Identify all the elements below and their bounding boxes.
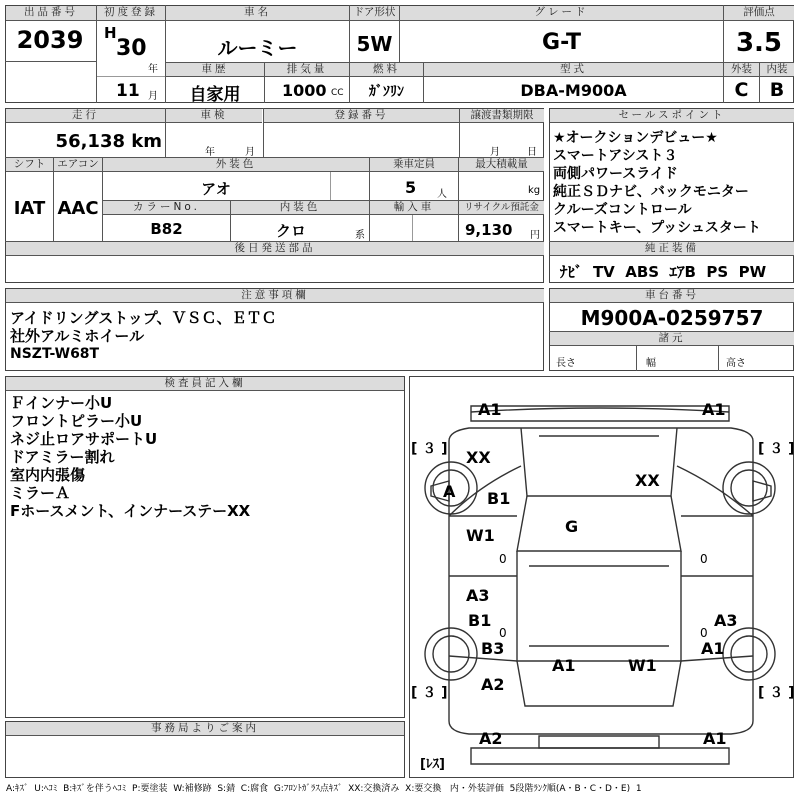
int-color: クロ	[275, 222, 306, 240]
era: H	[104, 24, 117, 42]
chassis-number: M900A-0259757	[580, 306, 764, 330]
inspection-label: 車検	[166, 109, 262, 123]
inspector-line: Ｆインナー小U	[10, 394, 113, 412]
displacement: 1000	[282, 81, 327, 100]
inspector-notes	[10, 394, 250, 520]
grade: G-T	[542, 30, 581, 55]
damage-mark: W1	[466, 526, 495, 545]
spec-length: 長さ	[556, 358, 576, 369]
reg-year: 30	[116, 36, 147, 61]
fuel-label: 燃料	[350, 63, 423, 77]
inspector-line: フロントピラー小U	[10, 412, 143, 430]
note-line: 社外アルミホイール	[10, 327, 145, 345]
door-zero: 0	[700, 552, 708, 566]
first-reg-label: 初度登録	[97, 6, 165, 21]
damage-mark: A	[443, 482, 456, 501]
displacement-label: 排気量	[265, 63, 349, 77]
lot-label: 出品番号	[6, 6, 96, 21]
damage-mark: B3	[481, 639, 505, 658]
inspector-line: ミラーＡ	[10, 484, 71, 502]
inspector-line: 室内内張傷	[10, 466, 86, 484]
capacity-unit: 人	[437, 189, 447, 200]
capacity-label: 乗車定員	[370, 158, 458, 172]
inspection-year-unit: 年	[205, 147, 215, 158]
shift: IAT	[13, 198, 46, 219]
damage-mark: A1	[703, 729, 727, 748]
month-unit: 月	[148, 91, 158, 102]
damage-mark: B1	[487, 489, 511, 508]
car-diagram	[409, 376, 794, 778]
shift-label: シフト	[6, 158, 53, 172]
displacement-unit: CC	[331, 88, 344, 98]
ext-color-label: 外装色	[103, 158, 369, 172]
sales-point: スマートキー、プッシュスタート	[553, 220, 761, 236]
spec-label: 諸元	[550, 332, 794, 346]
damage-mark: A1	[701, 639, 725, 658]
bracket-label: [ ３ ]	[411, 685, 448, 701]
bracket-label: [ ３ ]	[411, 441, 448, 457]
reg-no-label: 登録番号	[264, 109, 459, 123]
later-parts-label: 後日発送部品	[6, 242, 544, 256]
damage-mark: A2	[481, 675, 505, 694]
damage-mark: W1	[628, 656, 657, 675]
mileage-label: 走行	[6, 109, 165, 123]
ac: AAC	[57, 198, 99, 219]
ac-label: エアコン	[54, 158, 102, 172]
recycle-label: リサイクル預託金	[459, 201, 544, 215]
chassis-label: 車台番号	[550, 289, 794, 303]
notes-label: 注意事項欄	[6, 289, 544, 303]
score: 3.5	[735, 28, 783, 58]
note-line: NSZT-W68T	[10, 346, 100, 362]
transfer-label: 譲渡書類期限	[460, 109, 544, 123]
color-no-label: カラーNo.	[103, 201, 230, 215]
sales-point: 両側パワースライド	[553, 166, 678, 182]
load-label: 最大積載量	[459, 158, 544, 172]
ext-color: アオ	[201, 180, 231, 198]
res-label: [ﾚｽ]	[420, 757, 445, 772]
int-suffix: 系	[355, 230, 365, 241]
inspector-line: ドアミラー割れ	[10, 448, 115, 466]
int-color-label: 内装色	[231, 201, 369, 215]
bracket-label: [ ３ ]	[758, 441, 795, 457]
door-zero: 0	[499, 626, 507, 640]
car-name: ルーミー	[217, 36, 298, 60]
sales-points-label: セールスポイント	[550, 109, 794, 123]
damage-mark: XX	[466, 448, 491, 467]
interior-label: 内装	[760, 63, 794, 77]
exterior-label: 外装	[724, 63, 759, 77]
recycle-unit: 円	[530, 230, 540, 241]
grade-label: グレード	[400, 6, 723, 21]
year-unit: 年	[148, 64, 158, 75]
model: DBA-M900A	[520, 81, 627, 100]
damage-mark: A1	[552, 656, 576, 675]
inspector-label: 検査員記入欄	[6, 377, 404, 391]
notes-list	[10, 309, 277, 363]
sales-point: 純正ＳＤナビ、バックモニター	[553, 184, 749, 200]
spec-height: 高さ	[726, 358, 746, 369]
door-zero: 0	[499, 552, 507, 566]
sales-point: ★オークションデビュー★	[553, 130, 718, 146]
damage-mark: A2	[479, 729, 503, 748]
interior-grade: B	[769, 79, 785, 101]
door-type: 5W	[356, 32, 393, 56]
sales-point: スマートアシスト３	[553, 148, 678, 164]
damage-mark: A1	[702, 400, 726, 419]
note-line: アイドリングストップ、ＶＳＣ、ＥＴＣ	[10, 309, 277, 327]
fuel: ｶﾞｿﾘﾝ	[369, 84, 404, 100]
damage-mark: XX	[635, 471, 660, 490]
bracket-label: [ ３ ]	[758, 685, 795, 701]
office-label: 事務局よりご案内	[6, 722, 404, 736]
exterior-grade: C	[734, 79, 749, 101]
equipment-label: 純正装備	[550, 242, 794, 256]
score-label: 評価点	[724, 6, 794, 21]
model-label: 型式	[424, 63, 723, 77]
import-label: 輸入車	[370, 201, 458, 215]
transfer-day: 日	[527, 147, 537, 158]
damage-mark: A3	[714, 611, 738, 630]
damage-mark: B1	[468, 611, 492, 630]
damage-mark: A1	[478, 400, 502, 419]
door-label: ドア形状	[350, 6, 399, 21]
sales-points-list	[553, 129, 793, 237]
transfer-month: 月	[490, 147, 500, 158]
history: 自家用	[189, 85, 241, 105]
color-no: B82	[150, 220, 183, 238]
spec-width: 幅	[646, 358, 656, 369]
damage-mark: A3	[466, 586, 490, 605]
door-zero: 0	[700, 626, 708, 640]
load-unit: kg	[528, 185, 541, 196]
damage-mark: G	[565, 517, 579, 536]
reg-month: 11	[116, 81, 140, 101]
mileage: 56,138 km	[55, 131, 162, 152]
capacity: 5	[405, 178, 417, 197]
recycle-amount: 9,130	[465, 221, 513, 239]
legend: A:ｷｽﾞ U:ﾍｺﾐ B:ｷｽﾞを伴うﾍｺﾐ P:要塗装 W:補修跡 S:錆 C:腐食 G:ﾌﾛﾝﾄｶﾞﾗｽ点ｷｽﾞ XX:交換済み X:要交換 内・外装評価 5段階ﾗﾝｸ順(A・B・C・D・E) 1	[6, 784, 642, 794]
sales-point: クルーズコントロール	[553, 202, 692, 218]
inspector-line: Fホースメント、インナーステーXX	[10, 502, 251, 520]
inspection-month-unit: 月	[245, 147, 255, 158]
history-label: 車歴	[166, 63, 264, 77]
equipment: ﾅﾋﾞ TV ABS ｴｱB PS PW	[560, 263, 767, 281]
inspector-line: ネジ止ロアサポートU	[10, 430, 158, 448]
car-name-label: 車名	[166, 6, 349, 21]
lot-number: 2039	[16, 26, 84, 54]
